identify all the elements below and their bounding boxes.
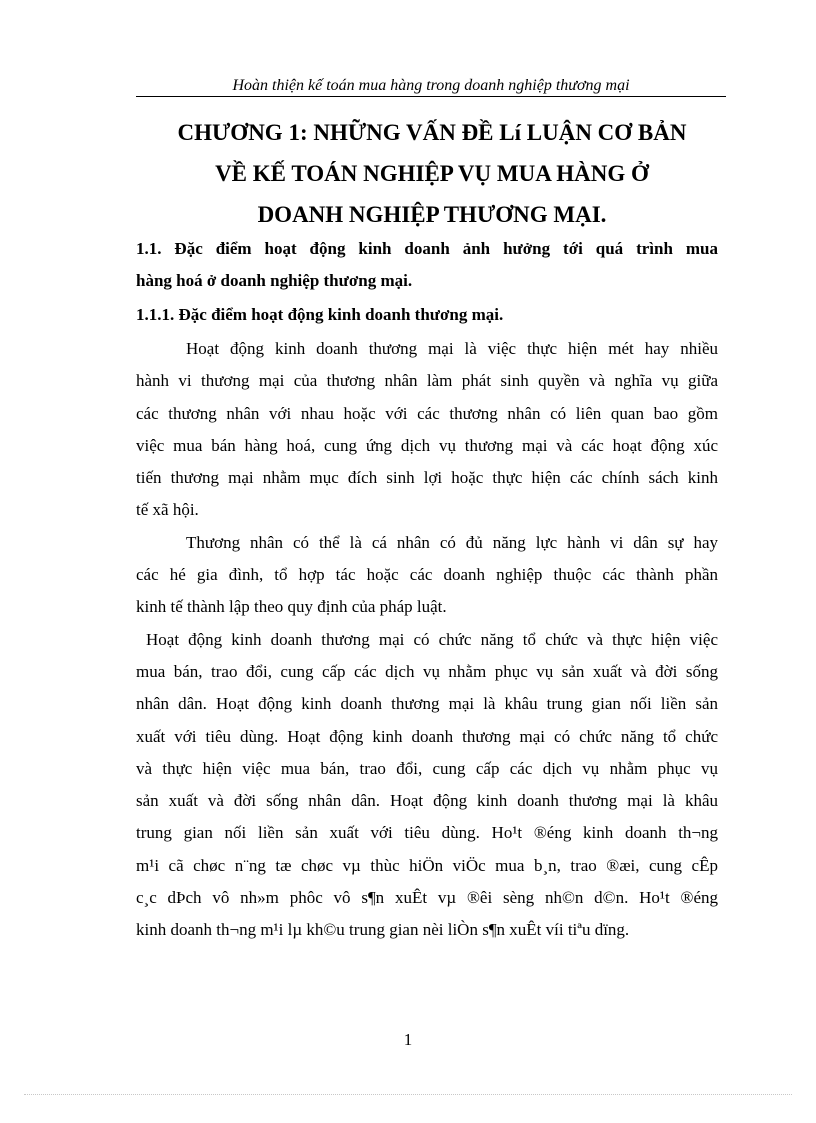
section-heading-1-1-1: 1.1.1. Đặc điểm hoạt động kinh doanh thương mại. [136, 305, 504, 324]
paragraph-line: việc mua bán hàng hoá, cung ứng dịch vụ thương mại và các hoạt động xúc [136, 435, 718, 455]
section-heading-line: 1.1. Đặc điểm hoạt động kinh doanh ảnh hưởng tới quá trình mua [136, 239, 718, 258]
chapter-title-line: DOANH NGHIỆP THƯƠNG MẠI. [257, 202, 607, 227]
paragraph-line: hành vi thương mại của thương nhân làm phát sinh quyền và nghĩa vụ giữa [136, 371, 718, 391]
paragraph-line: và thực hiện việc mua bán, trao đổi, cung cấp các dịch vụ nhằm phục vụ [136, 758, 718, 778]
paragraph-line: tiến thương mại nhằm mục đích sinh lợi hoặc thực hiện các chính sách kinh [136, 468, 718, 488]
chapter-title-line: CHƯƠNG 1: NHỮNG VẤN ĐỀ Lí LUẬN CƠ BẢN [177, 120, 687, 145]
page-number: 1 [403, 1030, 413, 1049]
section-heading-1-1 [136, 233, 718, 297]
section-heading-line: hàng hoá ở doanh nghiệp thương mại. [136, 271, 413, 290]
paragraph-line: c¸c dÞch vô nh»m phôc vô s¶n xuÊt vµ ®êi sèng nh©n d©n. Ho¹t ®éng [136, 888, 718, 908]
paragraph-line: nhân dân. Hoạt động kinh doanh thương mại là khâu trung gian nối liền sản [136, 694, 718, 714]
chapter-title-line: VỀ KẾ TOÁN NGHIỆP VỤ MUA HÀNG Ở [215, 161, 649, 186]
page-bottom-divider [24, 1094, 792, 1095]
chapter-title [120, 112, 744, 235]
paragraph-line: Hoạt động kinh doanh thương mại có chức năng tổ chức và thực hiện việc [146, 629, 718, 649]
paragraph-line: Hoạt động kinh doanh thương mại là việc thực hiện mét hay nhiều [186, 339, 718, 358]
paragraph-line: xuất với tiêu dùng. Hoạt động kinh doanh thương mại có chức năng tổ chức [136, 726, 718, 746]
paragraph-line: Thương nhân có thể là cá nhân có đủ năng lực hành vi dân sự hay [186, 532, 718, 552]
paragraph-line: kinh doanh th¬ng m¹i lµ kh©u trung gian nèi liÒn s¶n xuÊt víi tiªu dïng. [136, 920, 630, 940]
body-text [136, 333, 718, 947]
paragraph-line: trung gian nối liền sản xuất với tiêu dùng. Ho¹t ®éng kinh doanh th¬ng [136, 823, 718, 843]
paragraph-line: kinh tế thành lập theo quy định của pháp luật. [136, 597, 447, 617]
paragraph-line: các thương nhân với nhau hoặc với các thương nhân có liên quan bao gồm [136, 403, 718, 423]
paragraph-line: mua bán, trao đổi, cung cấp các dịch vụ nhằm phục vụ sản xuất và đời sống [136, 661, 718, 681]
paragraph-line: sản xuất và đời sống nhân dân. Hoạt động kinh doanh thương mại là khâu [136, 791, 718, 811]
paragraph-line: tế xã hội. [136, 500, 199, 520]
running-header: Hoàn thiện kế toán mua hàng trong doanh nghiệp thương mại [136, 76, 726, 97]
paragraph-line: m¹i cã chøc n¨ng tæ chøc vµ thùc hiÖn viÖc mua b¸n, trao ®æi, cung cÊp [136, 855, 718, 875]
paragraph-line: các hé gia đình, tổ hợp tác hoặc các doanh nghiệp thuộc các thành phần [136, 565, 718, 585]
